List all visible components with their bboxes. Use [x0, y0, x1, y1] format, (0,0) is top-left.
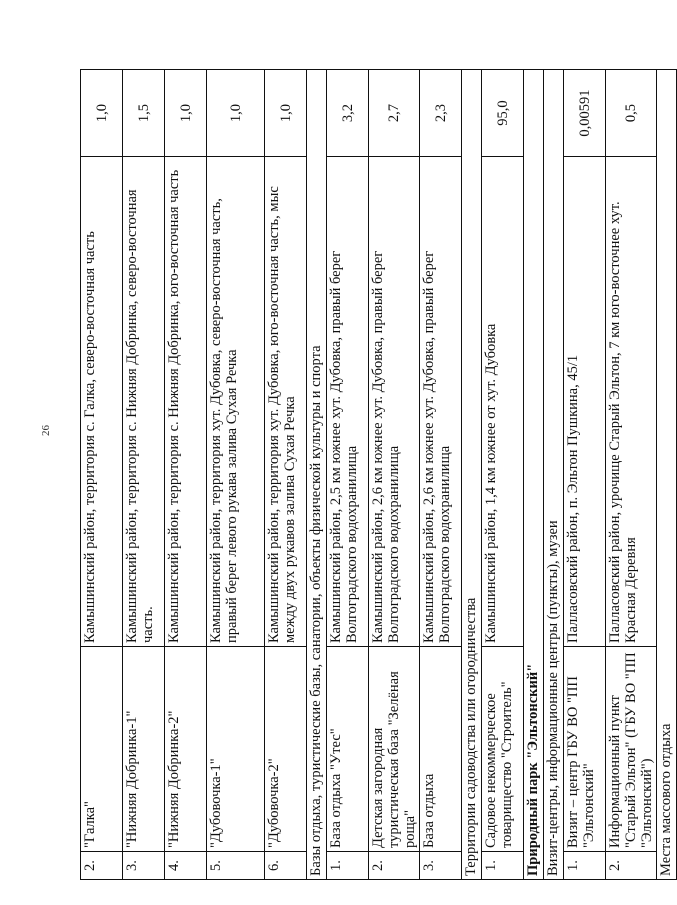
section-heading: Территории садоводства или огородничества	[462, 70, 482, 880]
location-cell: Камышинский район, территория хут. Дубовка, северо-восточная часть, правый берег левого рукава залива Сухая Речка	[207, 157, 265, 647]
area-value-cell: 95,0	[482, 70, 524, 157]
location-cell: Камышинский район, территория хут. Дубовка, юго-восточная часть, мыс между двух рукавов залива Сухая Речка	[265, 157, 307, 647]
table-row	[207, 70, 265, 880]
table-row	[123, 70, 165, 880]
location-cell: Камышинский район, 2,6 км южнее хут. Дубовка, правый берег Волгоградского водохранилища	[420, 157, 462, 647]
location-cell: Камышинский район, территория с. Нижняя Добринка, юго-восточная часть	[165, 157, 207, 647]
rotated-table-container	[80, 70, 674, 880]
area-value-cell: 2,3	[420, 70, 462, 157]
location-cell: Камышинский район, 1,4 км южнее от хут. Дубовка	[482, 157, 524, 647]
object-name-cell: "Нижняя Добринка-1"	[123, 647, 165, 852]
table-row	[165, 70, 207, 880]
location-cell: Камышинский район, 2,6 км южнее хут. Дубовка, правый берег Волгоградского водохранилища	[369, 157, 420, 647]
object-name-cell: Детская загородная туристическая база "Зелёная роща"	[369, 647, 420, 852]
row-number-cell: 4.	[165, 852, 207, 880]
object-name-cell: "Дубовочка-1"	[207, 647, 265, 852]
table-row	[564, 70, 606, 880]
table-row	[265, 70, 307, 880]
row-number-cell: 5.	[207, 852, 265, 880]
table-row	[606, 70, 657, 880]
area-value-cell: 1,0	[207, 70, 265, 157]
object-name-cell: "Дубовочка-2"	[265, 647, 307, 852]
area-value-cell: 1,0	[81, 70, 123, 157]
area-value-cell: 1,5	[123, 70, 165, 157]
table-row	[482, 70, 524, 880]
table-body	[81, 70, 677, 880]
section-row	[657, 70, 677, 880]
object-name-cell: Визит – центр ГБУ ВО "ПП "Эльтонский"	[564, 647, 606, 852]
object-name-cell: Садовое некоммерческое товарищество "Строитель"	[482, 647, 524, 852]
area-value-cell: 2,7	[369, 70, 420, 157]
area-value-cell: 0,5	[606, 70, 657, 157]
row-number-cell: 3.	[420, 852, 462, 880]
area-value-cell: 3,2	[327, 70, 369, 157]
section-row	[524, 70, 544, 880]
section-heading: Места массового отдыха	[657, 70, 677, 880]
location-cell: Камышинский район, территория с. Нижняя Добринка, северо-восточная часть.	[123, 157, 165, 647]
page-number: 26	[40, 425, 52, 436]
row-number-cell: 3.	[123, 852, 165, 880]
recreation-areas-table	[80, 69, 677, 880]
section-heading: Визит-центры, информационные центры (пункты), музеи	[544, 70, 564, 880]
location-cell: Камышинский район, территория с. Галка, северо-восточная часть	[81, 157, 123, 647]
section-row	[544, 70, 564, 880]
object-name-cell: "Галка"	[81, 647, 123, 852]
location-cell: Камышинский район, 2,5 км южнее хут. Дубовка, правый берег Волгоградского водохранилища	[327, 157, 369, 647]
object-name-cell: База отдыха "Утес"	[327, 647, 369, 852]
area-value-cell: 1,0	[165, 70, 207, 157]
table-row	[327, 70, 369, 880]
location-cell: Палласовский район, п. Эльтон Пушкина, 45/1	[564, 157, 606, 647]
table-row	[420, 70, 462, 880]
row-number-cell: 1.	[482, 852, 524, 880]
section-row	[307, 70, 327, 880]
row-number-cell: 2.	[606, 852, 657, 880]
row-number-cell: 2.	[81, 852, 123, 880]
row-number-cell: 1.	[564, 852, 606, 880]
table-row	[81, 70, 123, 880]
section-heading: Базы отдыха, туристические базы, санатории, объекты физической культуры и спорта	[307, 70, 327, 880]
object-name-cell: Информационный пункт "Старый Эльтон" (ГБУ ВО "ПП "Эльтонский")	[606, 647, 657, 852]
area-value-cell: 1,0	[265, 70, 307, 157]
row-number-cell: 2.	[369, 852, 420, 880]
area-value-cell: 0,00591	[564, 70, 606, 157]
section-heading: Природный парк "Эльтонский"	[524, 70, 544, 880]
table-row	[369, 70, 420, 880]
object-name-cell: "Нижняя Добринка-2"	[165, 647, 207, 852]
row-number-cell: 1.	[327, 852, 369, 880]
location-cell: Палласовский район, урочище Старый Эльтон, 7 км юго-восточнее хут. Красная Деревня	[606, 157, 657, 647]
object-name-cell: База отдыха	[420, 647, 462, 852]
row-number-cell: 6.	[265, 852, 307, 880]
section-row	[462, 70, 482, 880]
